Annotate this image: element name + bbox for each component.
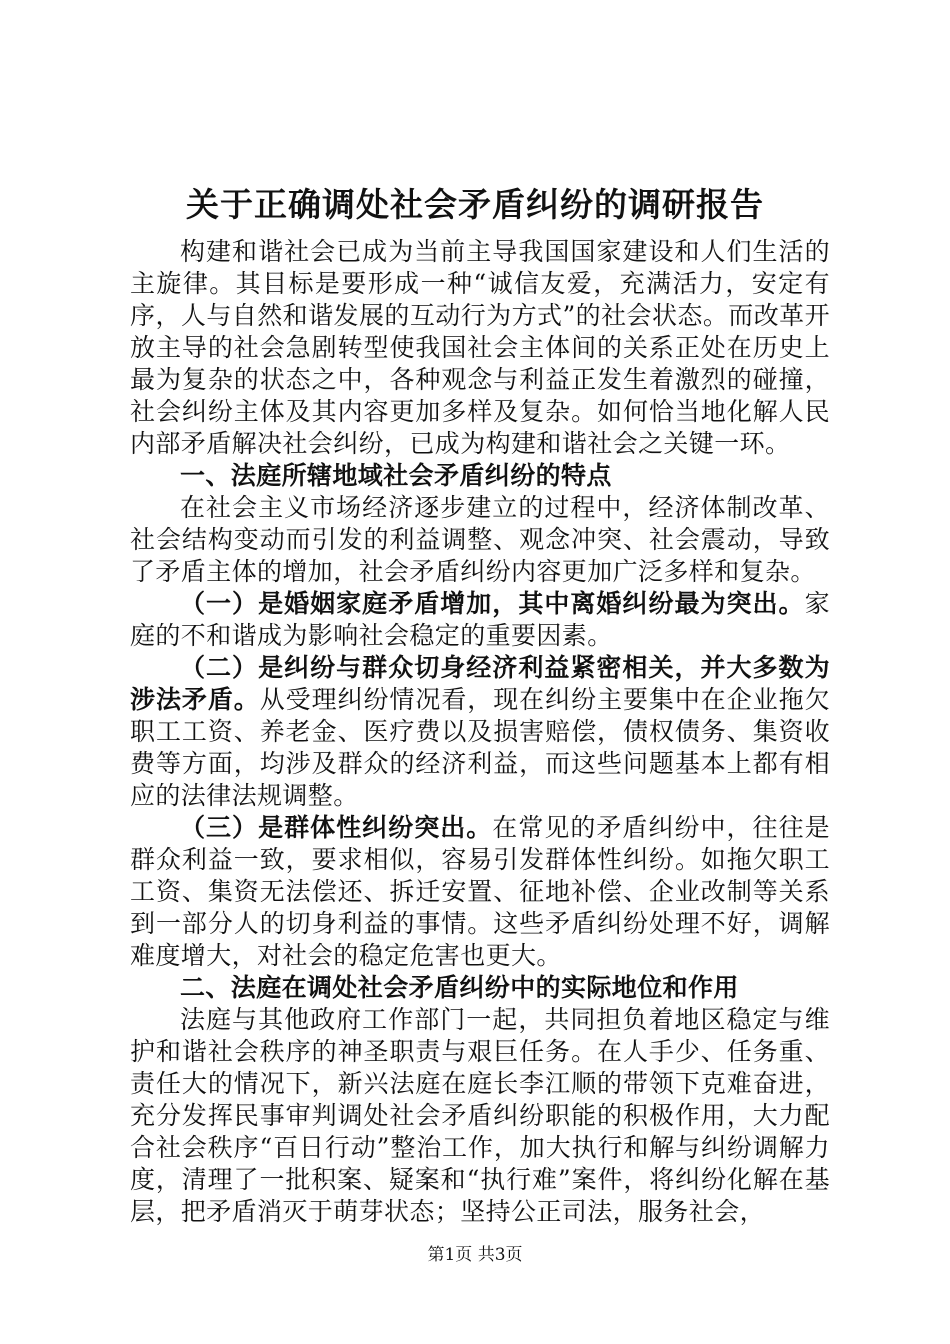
paragraph-section-2 — [130, 1004, 830, 1228]
section-heading-1: 一、法庭所辖地域社会矛盾纠纷的特点 — [180, 461, 612, 490]
point-lead: （二）是纠纷与群众切身经济利益紧密相关，并大多数为涉法矛盾。 — [130, 653, 830, 714]
paragraph-text: 家庭的不和谐成为影响社会稳定的重要因素。 — [130, 589, 830, 650]
paragraph-point-1 — [130, 588, 830, 652]
paragraph-text: 构建和谐社会已成为当前主导我国国家建设和人们生活的主旋律。其目标是要形成一种“诚信友爱，充满活力，安定有序，人与自然和谐发展的互动行为方式”的社会状态。而改革开放主导的社会急剧转型使我国社会主体间的关系正处在历史上最为复杂的状态之中，各种观念与利益正发生着激烈的碰撞，社会纠纷主体及其内容更加多样及复杂。如何恰当地化解人民内部矛盾解决社会纠纷，已成为构建和谐社会之关键一环。 — [130, 237, 830, 458]
paragraph-text: 在常见的矛盾纠纷中，往往是群众利益一致，要求相似，容易引发群体性纠纷。如拖欠职工工资、集资无法偿还、拆迁安置、征地补偿、企业改制等关系到一部分人的切身利益的事情。这些矛盾纠纷处理不好，调解难度增大，对社会的稳定危害也更大。 — [130, 813, 830, 970]
paragraph-text: 在社会主义市场经济逐步建立的过程中，经济体制改革、社会结构变动而引发的利益调整、观念冲突、社会震动，导致了矛盾主体的增加，社会矛盾纠纷内容更加广泛多样和复杂。 — [130, 493, 830, 586]
paragraph-text: 法庭与其他政府工作部门一起，共同担负着地区稳定与维护和谐社会秩序的神圣职责与艰巨任务。在人手少、任务重、责任大的情况下，新兴法庭在庭长李江顺的带领下克难奋进，充分发挥民事审判调处社会矛盾纠纷职能的积极作用，大力配合社会秩序“百日行动”整治工作，加大执行和解与纠纷调解力度，清理了一批积案、疑案和“执行难”案件，将纠纷化解在基层，把矛盾消灭于萌芽状态；坚持公正司法，服务社会， — [130, 1005, 830, 1226]
paragraph-text: 从受理纠纷情况看，现在纠纷主要集中在企业拖欠职工工资、养老金、医疗费以及损害赔偿，债权债务、集资收费等方面，均涉及群众的经济利益，而这些问题基本上都有相应的法律法规调整。 — [130, 685, 830, 810]
document-body — [130, 236, 830, 1228]
document-title: 关于正确调处社会矛盾纠纷的调研报告 — [186, 185, 764, 224]
point-lead: （三）是群体性纠纷突出。 — [180, 813, 493, 842]
paragraph-section-1 — [130, 492, 830, 588]
paragraph-intro — [130, 236, 830, 460]
page-footer: 第1页 共3页 — [427, 1245, 523, 1265]
paragraph-point-2 — [130, 652, 830, 812]
point-lead: （一）是婚姻家庭矛盾增加，其中离婚纠纷最为突出。 — [180, 589, 805, 618]
section-heading-2: 二、法庭在调处社会矛盾纠纷中的实际地位和作用 — [180, 973, 739, 1002]
paragraph-point-3 — [130, 812, 830, 972]
